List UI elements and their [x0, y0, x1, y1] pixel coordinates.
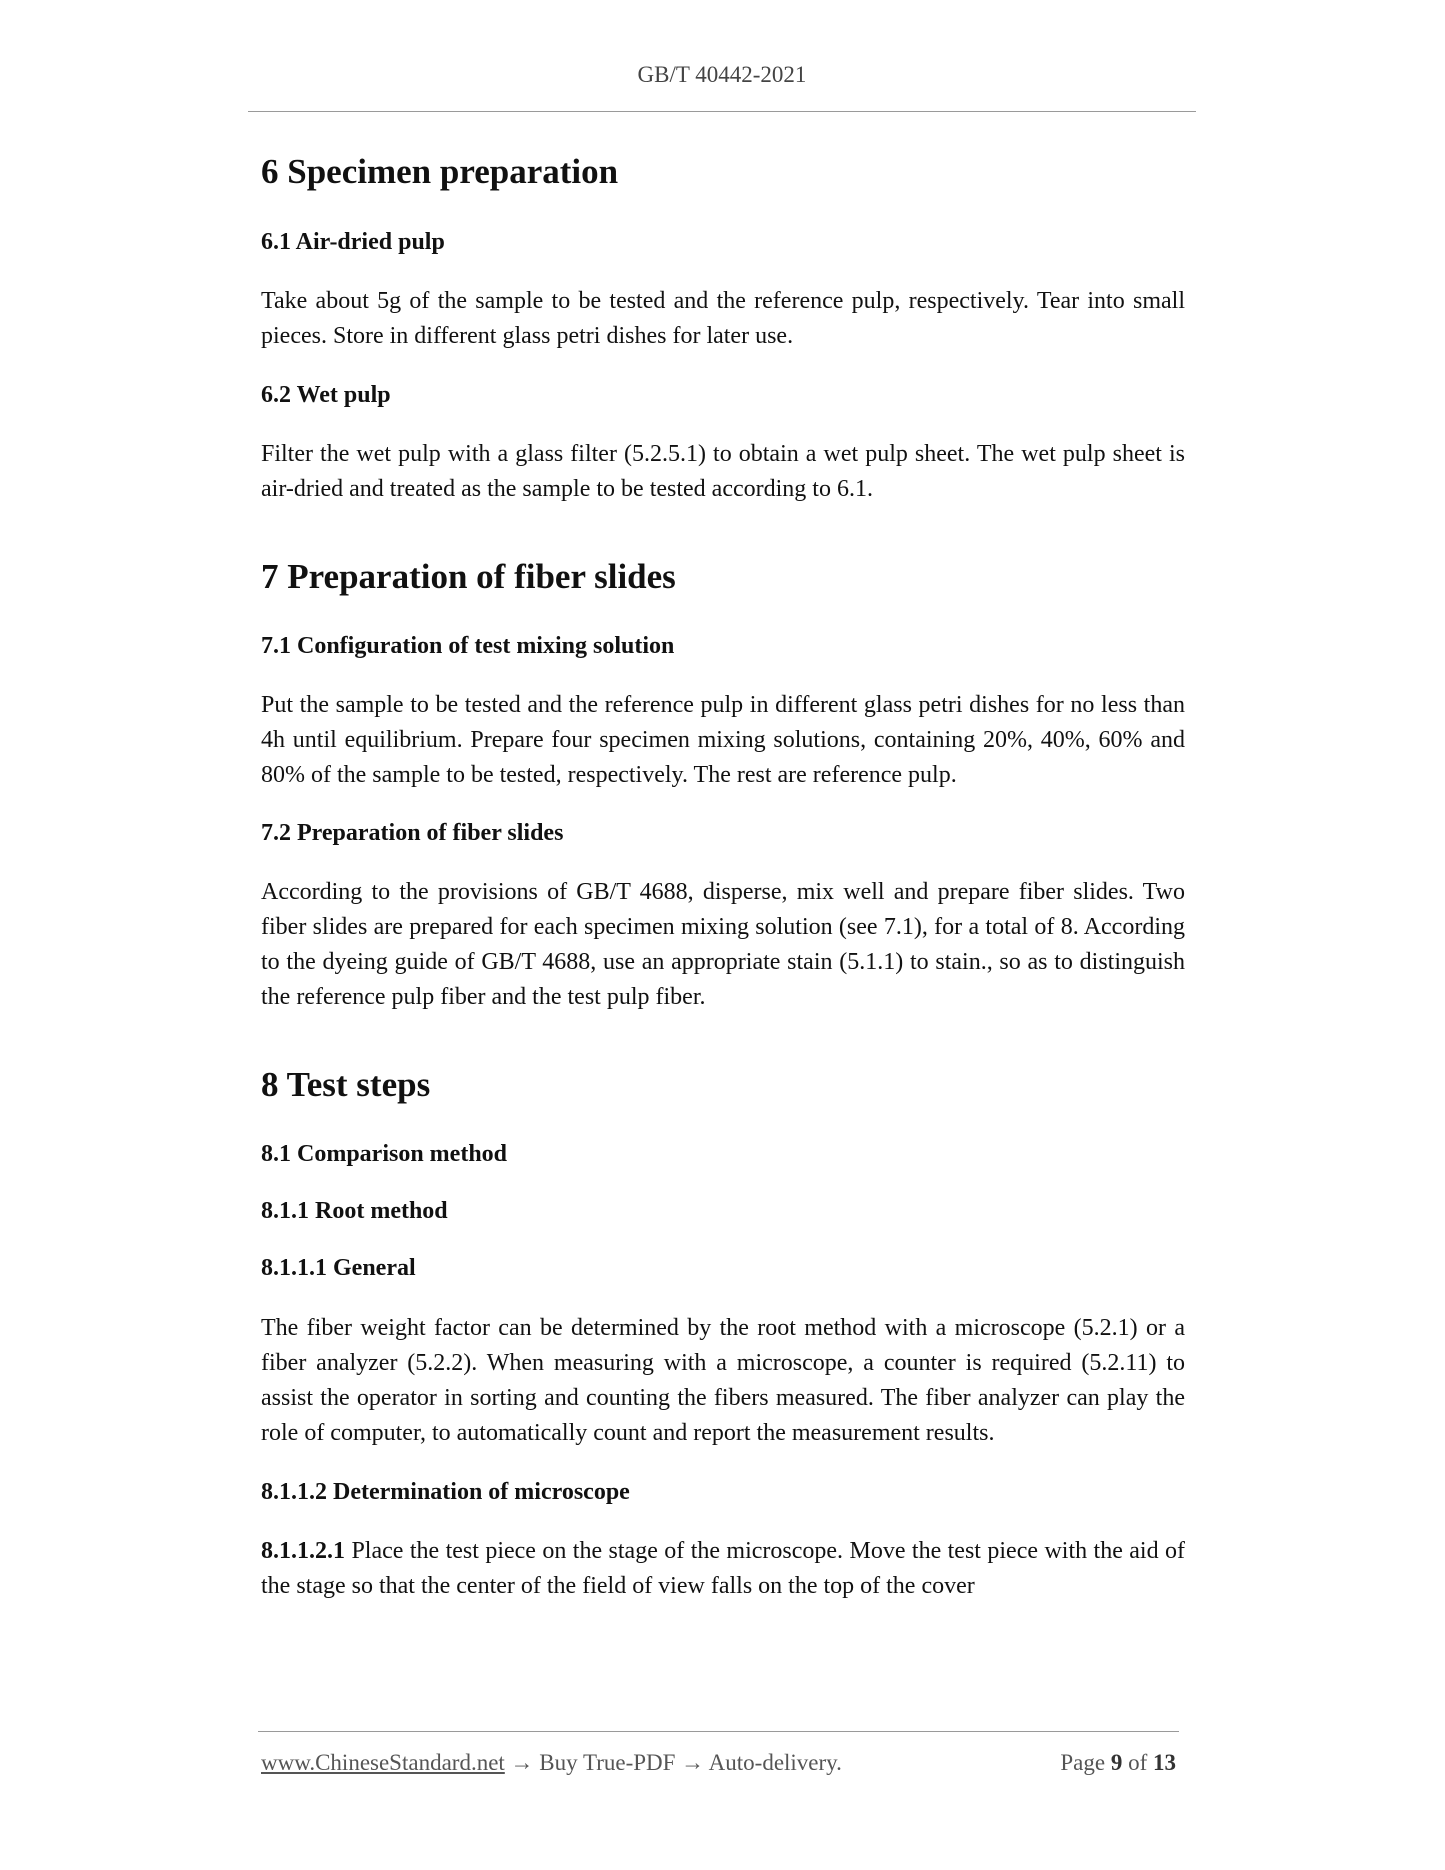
footer-promo-text: → Buy True-PDF → Auto-delivery. [510, 1750, 842, 1775]
clause-text: Place the test piece on the stage of the microscope. Move the test piece with the aid of the stage so that the center of the field of view falls on the top of the cover [261, 1537, 1186, 1599]
section-7-2-heading: 7.2 Preparation of fiber slides [261, 820, 564, 847]
section-8-1-1-2-1-paragraph [261, 1534, 1185, 1604]
section-7-2-paragraph: According to the provisions of GB/T 4688, disperse, mix well and prepare fiber slides. Two fiber slides are prepared for each specimen mixing solution (see 7.1), for a total of 8. According to the dyeing guide of GB/T 4688, use an appropriate stain (5.1.1) to stain., so as to distinguish the reference pulp fiber and the test pulp fiber. [261, 879, 1185, 1011]
section-6-1-heading: 6.1 Air-dried pulp [261, 228, 445, 255]
section-8-1-heading: 8.1 Comparison method [261, 1141, 508, 1167]
section-8-1-1-2-heading: 8.1.1.2 Determination of microscope [261, 1478, 630, 1505]
section-7-1-paragraph: Put the sample to be tested and the reference pulp in different glass petri dishes for no less than 4h until equilibrium. Prepare four specimen mixing solutions, containing 20%, 40%, 60% and 80% of the sample to be tested, respectively. The rest are reference pulp. [261, 692, 1185, 789]
footer-divider [258, 1731, 1179, 1732]
page-number [1060, 1750, 1176, 1776]
document-id: GB/T 40442-2021 [637, 62, 807, 87]
current-page: 9 [1110, 1750, 1123, 1775]
total-pages: 13 [1153, 1750, 1176, 1775]
footer-promo [261, 1750, 842, 1776]
section-6-heading: 6 Specimen preparation [261, 152, 619, 191]
clause-number: 8.1.1.2.1 [261, 1537, 345, 1564]
section-8-1-1-1-heading: 8.1.1.1 General [261, 1255, 416, 1282]
website-link[interactable]: www.ChineseStandard.net [261, 1750, 505, 1775]
page-header [248, 62, 1196, 88]
document-body [261, 150, 1185, 1604]
section-8-1-1-heading: 8.1.1 Root method [261, 1198, 448, 1225]
header-divider [248, 111, 1196, 112]
section-6-1-paragraph: Take about 5g of the sample to be tested and the reference pulp, respectively. Tear into small pieces. Store in different glass petri dishes for later use. [261, 287, 1185, 349]
section-7-heading: 7 Preparation of fiber slides [261, 557, 676, 597]
page-word: Page [1060, 1750, 1106, 1775]
section-8-heading: 8 Test steps [261, 1065, 431, 1105]
section-6-2-heading: 6.2 Wet pulp [261, 381, 391, 408]
page-of-word: of [1128, 1750, 1148, 1775]
section-8-1-1-1-paragraph: The fiber weight factor can be determined by the root method with a microscope (5.2.1) or a fiber analyzer (5.2.2). When measuring with a microscope, a counter is required (5.2.11) to assist the operator in sorting and counting the fibers measured. The fiber analyzer can play the role of computer, to automatically count and report the measurement results. [261, 1314, 1185, 1446]
section-6-2-paragraph: Filter the wet pulp with a glass filter (5.2.5.1) to obtain a wet pulp sheet. The wet pulp sheet is air-dried and treated as the sample to be tested according to 6.1. [261, 441, 1185, 503]
section-7-1-heading: 7.1 Configuration of test mixing solution [261, 632, 675, 659]
